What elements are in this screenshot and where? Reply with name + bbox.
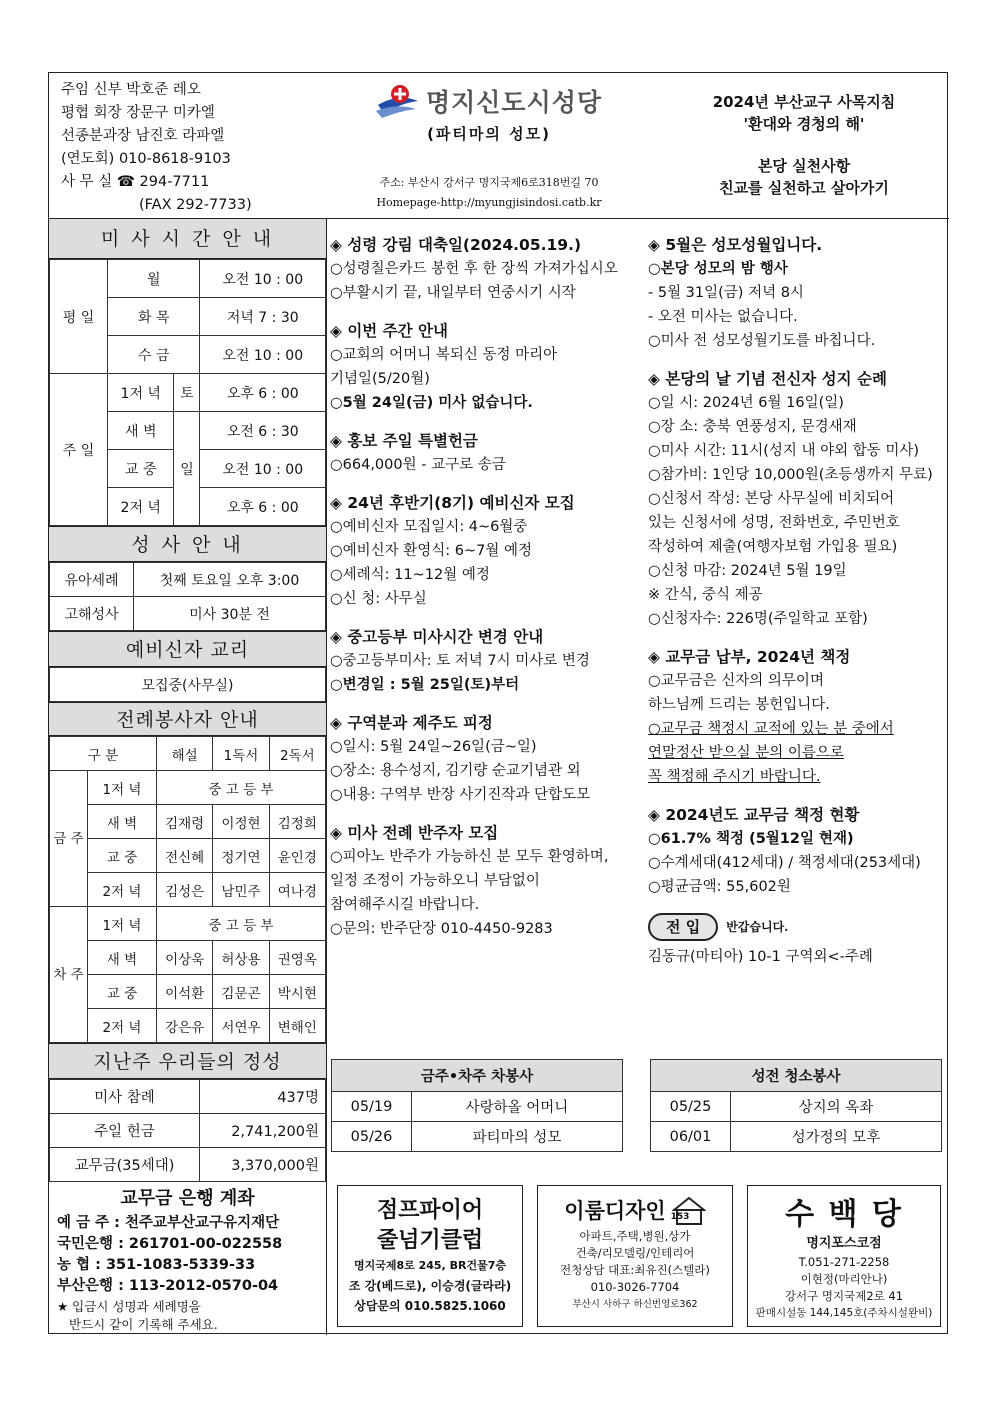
- notice-item: ○664,000원 - 교구로 송금: [330, 457, 506, 473]
- cleaning-duty-title: 성전 청소봉사: [651, 1060, 942, 1092]
- notice-item: ○내용: 구역부 반장 사기진작과 단합도모: [330, 787, 591, 803]
- staff-funeral: 선종분과장 남진호 라파엘: [61, 128, 225, 144]
- notice-title: ◈ 2024년도 교무금 책정 현황: [648, 806, 860, 824]
- duty-name: 파티마의 성모: [412, 1122, 623, 1152]
- church-address-block: [339, 173, 639, 213]
- mass-time: 오후 6 : 00: [200, 488, 326, 526]
- notice-item: 연말정산 받으실 분의 이름으로: [648, 745, 844, 761]
- saturday-label: 토: [174, 374, 200, 412]
- car-duty-table: [331, 1059, 623, 1152]
- notice-item: ○일시: 5월 24일~26일(금~일): [330, 739, 537, 755]
- notice-item: ○신청자수: 226명(주일학교 포함): [648, 611, 868, 627]
- mass-time: 오후 6 : 00: [200, 374, 326, 412]
- ad3-address: 강서구 명지국제2로 41: [784, 1289, 904, 1303]
- server-person: 강은유: [156, 1009, 212, 1043]
- duty-name: 상지의 옥좌: [731, 1092, 942, 1122]
- server-person: 변해인: [269, 1009, 325, 1043]
- mass-time: 오전 6 : 30: [200, 412, 326, 450]
- mass-name: 새 벽: [108, 412, 174, 450]
- pastoral-guideline: [669, 91, 939, 199]
- mass-time: 저녁 7 : 30: [200, 298, 326, 336]
- mass-time: 오전 10 : 00: [200, 450, 326, 488]
- ad3-name: 수 백 당: [785, 1197, 903, 1232]
- server-person: 이상욱: [156, 941, 212, 975]
- practice-title: 본당 실천사항: [757, 157, 851, 175]
- pastoral-motto: '환대와 경청의 해': [743, 115, 865, 133]
- notice-item: 참여해주시길 바랍니다.: [330, 897, 480, 913]
- notice-item: ○수계세대(412세대) / 책정세대(253세대): [648, 855, 921, 871]
- ad2-address: 부산시 사하구 하신번영로362: [572, 1299, 698, 1310]
- ad-subaekdang: [747, 1185, 941, 1327]
- server-person: 이정현: [213, 805, 269, 839]
- sunday-day-label: 일: [174, 412, 200, 526]
- duty-date: 05/25: [651, 1092, 731, 1122]
- server-person: 김문곤: [213, 975, 269, 1009]
- bank-title: 교무금 은행 계좌: [120, 1188, 255, 1209]
- mass-day: 월: [108, 260, 200, 298]
- servers-header: 2독서: [269, 737, 325, 771]
- sacrament-value: 첫째 토요일 오후 3:00: [134, 563, 326, 597]
- notice-item: ○성령칠은카드 봉헌 후 한 장씩 가져가십시오: [330, 261, 618, 277]
- notice-item: 하느님께 드리는 봉헌입니다.: [648, 697, 830, 713]
- server-person: 김정희: [269, 805, 325, 839]
- server-mass-name: 새 벽: [88, 941, 157, 975]
- notice-item: ○미사 시간: 11시(성지 내 야외 합동 미사): [648, 443, 920, 459]
- ad1-line2: 줄넘기클럽: [376, 1228, 484, 1253]
- ad2-line3: 전청상담 대표:최유진(스텔라): [560, 1263, 710, 1277]
- server-mass-name: 2저 녁: [88, 1009, 157, 1043]
- server-person: 윤인경: [269, 839, 325, 873]
- notice-item: ○참가비: 1인당 10,000원(초등생까지 무료): [648, 467, 933, 483]
- left-column: [49, 219, 327, 1335]
- duty-date: 05/19: [332, 1092, 412, 1122]
- ad2-name: 이룸디자인: [564, 1199, 666, 1223]
- server-mass-name: 2저 녁: [88, 873, 157, 907]
- cleaning-duty-table: [650, 1059, 942, 1152]
- staff-list: [61, 79, 331, 217]
- notice-item: - 5월 31일(금) 저녁 8시: [648, 285, 804, 301]
- ad1-contact: 조 강(베드로), 이승경(글라라): [348, 1279, 512, 1293]
- notice-item: 기념일(5/20월): [330, 371, 430, 387]
- bank-note: 반드시 같이 기록해 주세요.: [69, 1317, 218, 1332]
- server-person: 여나경: [269, 873, 325, 907]
- server-mass-name: 교 중: [88, 839, 157, 873]
- offering-value: 437명: [200, 1080, 326, 1114]
- bank-line: 농 협 : 351-1083-5339-33: [57, 1257, 256, 1273]
- servers-title: 전례봉사자 안내: [49, 702, 326, 736]
- offering-name: 주일 헌금: [50, 1114, 200, 1148]
- catechumen-title: 예비신자 교리: [49, 631, 326, 667]
- notice-item: ○5월 24일(금) 미사 없습니다.: [330, 395, 533, 411]
- offering-name: 미사 참례: [50, 1080, 200, 1114]
- church-logo-block: [339, 83, 639, 144]
- notice-item: ○교무금 책정시 교적에 있는 분 중에서: [648, 721, 894, 737]
- server-person: 정기연: [213, 839, 269, 873]
- notice-block: [648, 803, 948, 899]
- notice-item: ○장 소: 충북 연풍성지, 문경새재: [648, 419, 857, 435]
- servers-header: 해설: [156, 737, 212, 771]
- car-duty-title: 금주•차주 차봉사: [332, 1060, 623, 1092]
- server-mass-name: 새 벽: [88, 805, 157, 839]
- welcome-block: [648, 913, 948, 941]
- car-duty-box: [331, 1059, 623, 1152]
- notices-column-2: [648, 233, 948, 969]
- notice-item: ○61.7% 책정 (5월12일 현재): [648, 831, 854, 847]
- ad3-phone: T.051-271-2258: [798, 1255, 890, 1269]
- duty-name: 성가정의 모후: [731, 1122, 942, 1152]
- server-mass-name: 1저 녁: [88, 907, 157, 941]
- notice-item: ○신청 마감: 2024년 5월 19일: [648, 563, 847, 579]
- notice-item: ○교회의 어머니 복되신 동정 마리아: [330, 347, 558, 363]
- bank-line: 부산은행 : 113-2012-0570-04: [57, 1278, 279, 1294]
- offering-value: 3,370,000원: [200, 1148, 326, 1182]
- notice-block: [330, 319, 630, 415]
- notice-item: ○평균금액: 55,602원: [648, 879, 791, 895]
- mass-times-title: 미 사 시 간 안 내: [49, 219, 326, 259]
- notice-item: ○피아노 반주가 가능하신 분 모두 환영하며,: [330, 849, 609, 865]
- practice-motto: 친교를 실천하고 살아가기: [719, 179, 889, 197]
- server-person: 박시현: [269, 975, 325, 1009]
- ad1-line1: 점프파이어: [376, 1198, 484, 1223]
- server-person: 김재령: [156, 805, 212, 839]
- ad-irum-design: [537, 1185, 733, 1327]
- notice-item: 있는 신청서에 성명, 전화번호, 주민번호: [648, 515, 900, 531]
- server-group: 중 고 등 부: [156, 907, 325, 941]
- notice-item: ○변경일 : 5월 25일(토)부터: [330, 677, 520, 693]
- notice-title: ◈ 이번 주간 안내: [330, 322, 448, 340]
- welcome-label: 전 입: [648, 913, 718, 941]
- notice-block: [648, 233, 948, 353]
- catechumen-table: [49, 667, 326, 702]
- notice-block: [330, 429, 630, 477]
- server-person: 허상용: [213, 941, 269, 975]
- notice-title: ◈ 교무금 납부, 2024년 책정: [648, 648, 851, 666]
- notice-item: ○세례식: 11~12월 예정: [330, 567, 490, 583]
- next-week-label: 차 주: [50, 907, 88, 1043]
- church-subtitle: (파티마의 성모): [427, 125, 551, 143]
- church-logo-icon: [376, 83, 420, 119]
- ad3-owner: 이현정(마리안나): [800, 1272, 888, 1286]
- notice-title: ◈ 24년 후반기(8기) 예비신자 모집: [330, 494, 575, 512]
- notice-item: ※ 간식, 중식 제공: [648, 587, 763, 603]
- ad2-line1: 아파트,주택,병원,상가: [579, 1229, 691, 1243]
- bank-note: ★ 입금시 성명과 세례명을: [57, 1299, 201, 1314]
- notice-item: 작성하여 제출(여행자보험 가입용 필요): [648, 539, 898, 555]
- notice-item: 일정 조정이 가능하오니 부담없이: [330, 873, 540, 889]
- this-week-label: 금 주: [50, 771, 88, 907]
- church-name: 명지신도시성당: [425, 88, 603, 117]
- ad3-branch: 명지포스코점: [806, 1236, 882, 1251]
- offering-table: [49, 1079, 326, 1182]
- notices-column-1: [330, 233, 630, 955]
- notice-item: ○본당 성모의 밤 행사: [648, 261, 788, 277]
- notice-item: ○신 청: 사무실: [330, 591, 427, 607]
- notice-item: ○부활시기 끝, 내일부터 연중시기 시작: [330, 285, 576, 301]
- duty-name: 사랑하올 어머니: [412, 1092, 623, 1122]
- sacrament-value: 미사 30분 전: [134, 597, 326, 631]
- notice-title: ◈ 미사 전례 반주자 모집: [330, 824, 499, 842]
- mass-day: 수 금: [108, 336, 200, 374]
- notice-block: [330, 711, 630, 807]
- bank-account-block: [49, 1182, 326, 1339]
- mass-times-table: [49, 259, 326, 526]
- server-mass-name: 1저 녁: [88, 771, 157, 805]
- notice-title: ◈ 구역분과 제주도 피정: [330, 714, 493, 732]
- notice-item: ○중고등부미사: 토 저녁 7시 미사로 변경: [330, 653, 590, 669]
- notice-item: ○예비신자 모집일시: 4~6월중: [330, 519, 528, 535]
- notice-item: ○신청서 작성: 본당 사무실에 비치되어: [648, 491, 895, 507]
- duty-date: 06/01: [651, 1122, 731, 1152]
- staff-phone: (연도회) 010-8618-9103: [61, 151, 231, 167]
- ad3-address-detail: 판매시설동 144,145호(주차시설완비): [755, 1307, 933, 1319]
- notice-item: ○예비신자 환영식: 6~7월 예정: [330, 543, 533, 559]
- sacrament-name: 고해성사: [50, 597, 134, 631]
- notice-block: [330, 491, 630, 611]
- staff-office: 사 무 실 ☎ 294-7711: [61, 174, 210, 190]
- ad2-badge: 153: [670, 1212, 690, 1222]
- mass-time: 오전 10 : 00: [200, 260, 326, 298]
- mass-name: 2저 녁: [108, 488, 174, 526]
- sacrament-table: [49, 562, 326, 631]
- server-person: 남민주: [213, 873, 269, 907]
- bank-line: 예 금 주 : 천주교부산교구유지재단: [57, 1215, 280, 1231]
- mass-time: 오전 10 : 00: [200, 336, 326, 374]
- notice-block: [330, 821, 630, 941]
- welcome-text: 반갑습니다.: [726, 920, 789, 934]
- server-person: 이석환: [156, 975, 212, 1009]
- notice-block: [648, 367, 948, 631]
- church-homepage[interactable]: Homepage-http://myungjisindosi.catb.kr: [376, 196, 602, 209]
- cleaning-duty-box: [650, 1059, 942, 1152]
- offering-name: 교무금(35세대): [50, 1148, 200, 1182]
- ad2-line2: 건축/리모델링/인테리어: [575, 1246, 695, 1260]
- ad2-phone: 010-3026-7704: [590, 1280, 680, 1294]
- staff-pastor: 주임 신부 박호준 레오: [61, 82, 201, 98]
- notice-title: ◈ 5월은 성모성월입니다.: [648, 236, 823, 254]
- mass-name: 교 중: [108, 450, 174, 488]
- notice-title: ◈ 중고등부 미사시간 변경 안내: [330, 628, 544, 646]
- staff-fax: (FAX 292-7733): [139, 197, 252, 213]
- server-person: 김성은: [156, 873, 212, 907]
- notice-item: ○문의: 반주단장 010-4450-9283: [330, 921, 553, 937]
- server-person: 서연우: [213, 1009, 269, 1043]
- notice-block: [330, 625, 630, 697]
- pastoral-title: 2024년 부산교구 사목지침: [712, 93, 896, 111]
- sacrament-name: 유아세례: [50, 563, 134, 597]
- bulletin-page: [48, 72, 948, 1334]
- weekday-label: 평 일: [50, 260, 108, 374]
- notices-area: [328, 219, 949, 1059]
- header: [49, 73, 949, 219]
- catechumen-value: 모집중(사무실): [50, 668, 326, 702]
- welcome-person: 김동규(마티아) 10-1 구역외<-주례: [648, 949, 873, 965]
- sunday-label: 주 일: [50, 374, 108, 526]
- mass-name: 1저 녁: [108, 374, 174, 412]
- notice-item: - 오전 미사는 없습니다.: [648, 309, 798, 325]
- notice-item: 꼭 책정해 주시기 바랍니다.: [648, 769, 821, 785]
- notice-item: ○장소: 용수성지, 김기량 순교기념관 외: [330, 763, 581, 779]
- server-mass-name: 교 중: [88, 975, 157, 1009]
- ad1-phone: 상담문의 010.5825.1060: [354, 1299, 506, 1313]
- staff-president: 평협 회장 장문구 미카엘: [61, 105, 215, 121]
- notice-block: [648, 645, 948, 789]
- church-address: 주소: 부산시 강서구 명지국제6로318번길 70: [379, 176, 599, 189]
- notice-title: ◈ 성령 강림 대축일(2024.05.19.): [330, 236, 582, 254]
- offering-title: 지난주 우리들의 정성: [49, 1043, 326, 1079]
- notice-title: ◈ 홍보 주일 특별헌금: [330, 432, 478, 450]
- notice-block: [330, 233, 630, 305]
- servers-table: [49, 736, 326, 1043]
- server-group: 중 고 등 부: [156, 771, 325, 805]
- servers-header: 구 분: [50, 737, 157, 771]
- offering-value: 2,741,200원: [200, 1114, 326, 1148]
- mass-day: 화 목: [108, 298, 200, 336]
- duty-date: 05/26: [332, 1122, 412, 1152]
- ad1-address: 명지국제8로 245, BR건물7층: [354, 1259, 506, 1272]
- sacrament-title: 성 사 안 내: [49, 526, 326, 562]
- server-person: 권영옥: [269, 941, 325, 975]
- ad-jumpfire: [337, 1185, 523, 1327]
- bank-line: 국민은행 : 261701-00-022558: [57, 1236, 283, 1252]
- notice-title: ◈ 본당의 날 기념 전신자 성지 순례: [648, 370, 887, 388]
- notice-item: ○일 시: 2024년 6월 16일(일): [648, 395, 844, 411]
- servers-header: 1독서: [213, 737, 269, 771]
- notice-item: ○미사 전 성모성월기도를 바칩니다.: [648, 333, 876, 349]
- notice-item: ○교무금은 신자의 의무이며: [648, 673, 824, 689]
- server-person: 전신혜: [156, 839, 212, 873]
